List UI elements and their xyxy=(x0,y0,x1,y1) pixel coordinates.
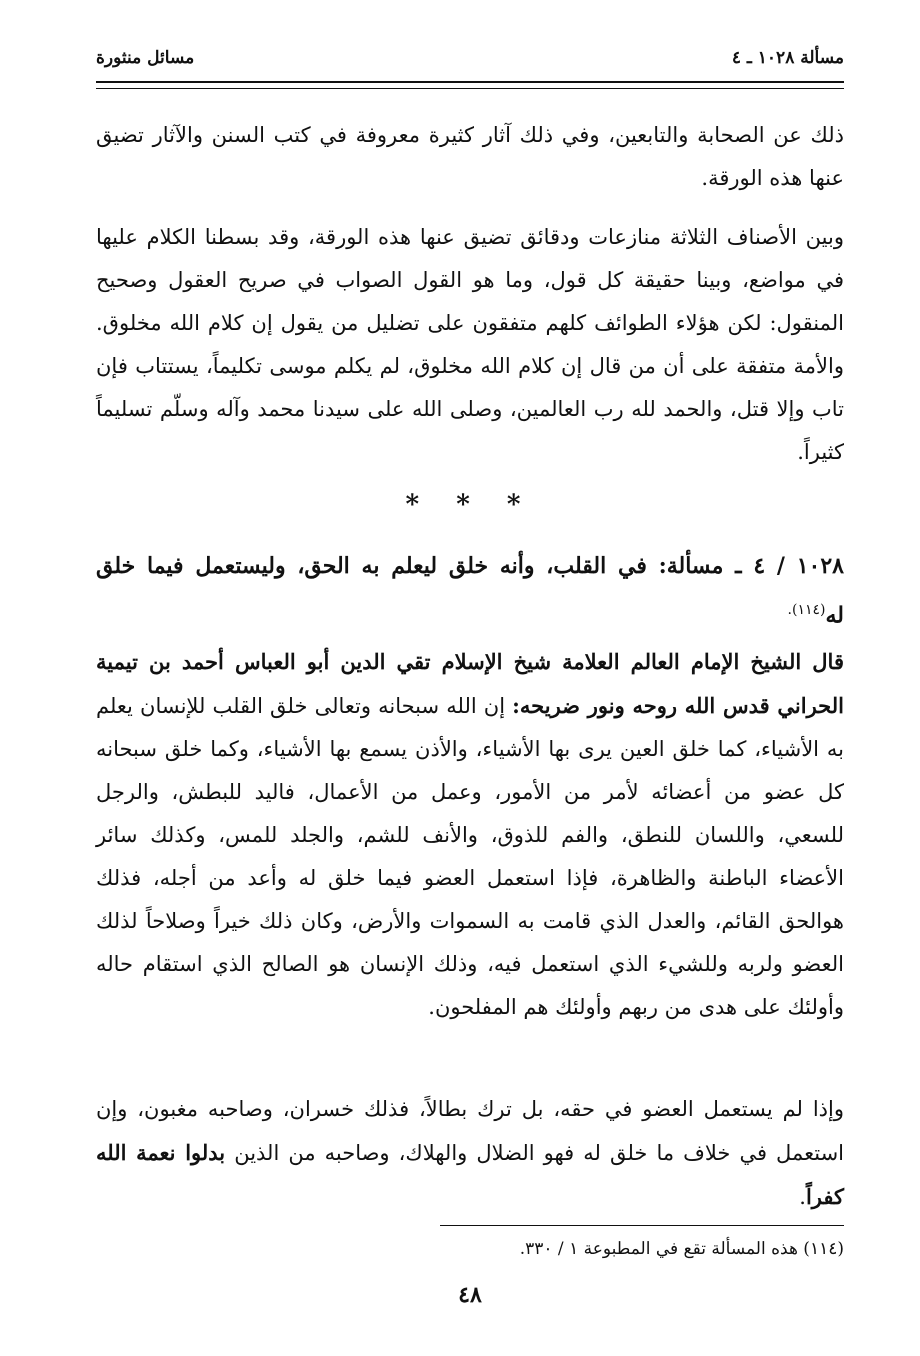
paragraph-4-text: وإذا لم يستعمل العضو في حقه، بل ترك بطالاً، فذلك خسران، وصاحبه مغبون، وإن استعمل في خلاف ما خلق له فهو الضلال والهلاك، وصاحبه من الذين xyxy=(96,1097,844,1165)
header-issue-number: مسألة ١٠٢٨ ـ ٤ xyxy=(731,48,844,68)
paragraph-2: وبين الأصناف الثلاثة منازعات ودقائق تضيق عنها هذه الورقة، وقد بسطنا الكلام عليها في مواضع، وبينا حقيقة كل قول، وما هو القول الصواب في صريح العقول وصحيح المنقول: لكن هؤلاء الطوائف كلهم متفقون على تضليل من يقول إن كلام الله مخلوق. والأمة متفقة على أن من قال إن كلام الله مخلوق، لم يكلم موسى تكليماً، يستتاب فإن تاب وإلا قتل، والحمد لله رب العالمين، وصلى الله على سيدنا محمد وآله وسلّم تسليماً كثيراً. xyxy=(96,225,844,464)
question-title xyxy=(96,544,844,637)
paragraph-4-quote: بدلوا نعمة الله كفراً xyxy=(96,1140,844,1209)
paragraph-4 xyxy=(96,1088,844,1219)
section-separator: * * * xyxy=(405,490,535,520)
header-rule-thick xyxy=(96,81,844,83)
footnote-reference: (١١٤). xyxy=(787,602,826,618)
header-book-section: مسائل منثورة xyxy=(96,48,195,68)
running-header xyxy=(96,48,844,76)
header-rule-thin xyxy=(96,88,844,89)
question-title-text: ١٠٢٨ / ٤ ـ مسألة: في القلب، وأنه خلق ليعلم به الحق، وليستعمل فيما خلق له xyxy=(96,553,844,629)
paragraph-3 xyxy=(96,640,844,1029)
paragraph-3-intro: قال الشيخ الإمام العالم العلامة شيخ الإسلام تقي الدين أبو العباس أحمد بن تيمية الحراني قدس الله روحه ونور ضريحه: xyxy=(96,649,844,718)
footnote: (١١٤) هذه المسألة تقع في المطبوعة ١ / ٣٣٠. xyxy=(519,1239,844,1259)
paragraph-3-text: إن الله سبحانه وتعالى خلق القلب للإنسان يعلم به الأشياء، كما خلق العين يرى بها الأشياء، والأذن يسمع بها الأشياء، وكما خلق سبحانه كل عضو من أعضائه لأمر من الأمور، وعمل من الأعمال، فاليد للبطش، والرجل للسعي، واللسان للنطق، والفم للذوق، والأنف للشم، والجلد للمس، وكذلك سائر الأعضاء الباطنة والظاهرة، فإذا استعمل العضو فيما خلق له وأعد من أجله، فذلك هوالحق القائم، والعدل الذي قامت به السموات والأرض، وكان ذلك خيراً وصلاحاً لذلك العضو ولربه وللشيء الذي استعمل فيه، وذلك الإنسان هو الصالح الذي استقام حاله وأولئك على هدى من ربهم وأولئك هم المفلحون. xyxy=(96,694,845,1019)
paragraph-4-end: . xyxy=(799,1185,806,1209)
page-number: ٤٨ xyxy=(458,1282,482,1308)
footnote-rule xyxy=(440,1225,844,1226)
paragraph-1: ذلك عن الصحابة والتابعين، وفي ذلك آثار كثيرة معروفة في كتب السنن والآثار تضيق عنها هذه الورقة. xyxy=(96,123,844,190)
